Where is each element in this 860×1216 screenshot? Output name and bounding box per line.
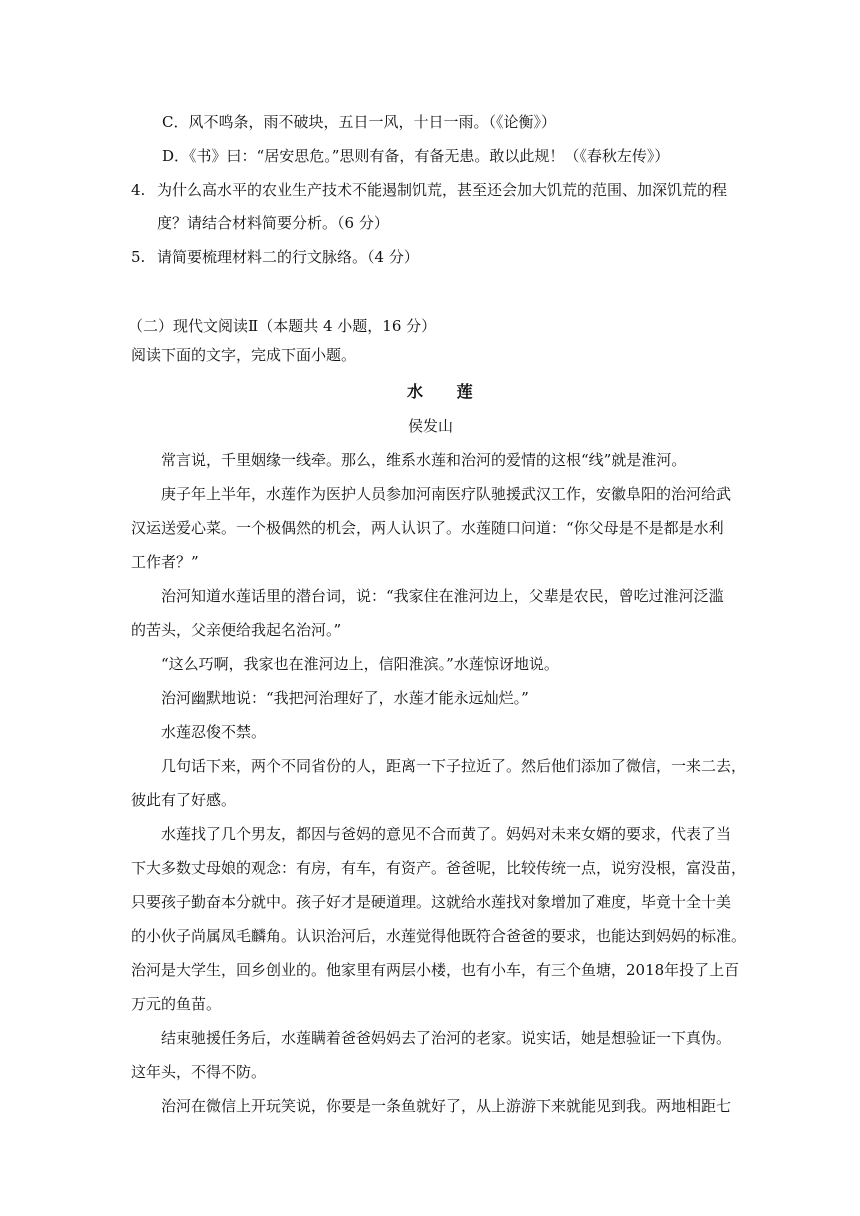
option-d: D．《书》曰：“居安思危。”思则有备，有备无患。敢以此规！（《春秋左传》） [162,147,670,165]
article-line: 几句话下来，两个不同省份的人，距离一下子拉近了。然后他们添加了微信，一来二去， [161,757,747,775]
section-heading: （二）现代文阅读Ⅱ（本题共 4 小题，16 分） [128,317,437,335]
article-line: 治河知道水莲话里的潜台词，说：“我家住在淮河边上，父辈是农民，曾吃过淮河泛滥 [161,587,724,605]
article-line: 治河幽默地说：“我把河治理好了，水莲才能永远灿烂。” [161,689,529,707]
article-line: 的小伙子尚属凤毛麟角。认识治河后，水莲觉得他既符合爸爸的要求，也能达到妈妈的标准。 [131,927,747,945]
article-line: “这么巧啊，我家也在淮河边上，信阳淮滨。”水莲惊讶地说。 [161,655,559,673]
article-line: 这年头，不得不防。 [131,1063,267,1081]
question-number: 5. [131,248,146,266]
article-line: 庚子年上半年，水莲作为医护人员参加河南医疗队驰援武汉工作，安徽阜阳的治河给武 [161,485,732,503]
question-text: 请简要梳理材料二的行文脉络。（4 分） [157,248,419,266]
question-number: 4. [131,181,146,199]
article-line: 治河是大学生，回乡创业的。他家里有两层小楼，也有小车，有三个鱼塘，2018年投了上百 [131,961,740,979]
article-line: 下大多数丈母娘的观念：有房，有车，有资产。爸爸呢，比较传统一点，说穷没根，富没苗， [131,859,747,877]
question-4-continuation: 度？请结合材料简要分析。（6 分） [157,214,389,232]
article-line: 汉运送爱心菜。一个极偶然的机会，两人认识了。水莲随口问道：“你父母是不是都是水利 [131,519,724,537]
article-line: 工作者？” [131,553,199,571]
option-c: C．风不鸣条，雨不破块，五日一风，十日一雨。（《论衡》） [162,113,556,131]
article-line: 彼此有了好感。 [131,791,237,809]
article-line: 只要孩子勤奋本分就中。孩子好才是硬道理。这就给水莲找对象增加了难度，毕竟十全十美 [131,893,732,911]
article-line: 常言说，千里姻缘一线牵。那么，维系水莲和治河的爱情的这根“线”就是淮河。 [161,451,687,469]
article-author: 侯发山 [408,417,454,435]
article-line: 结束驰援任务后，水莲瞒着爸爸妈妈去了治河的老家。说实话，她是想验证一下真伪。 [161,1029,732,1047]
question-4 [131,180,727,200]
article-line: 水莲忍俊不禁。 [161,723,267,741]
article-line: 的苦头，父亲便给我起名治河。” [131,621,342,639]
question-text: 为什么高水平的农业生产技术不能遏制饥荒，甚至还会加大饥荒的范围、加深饥荒的程 [157,181,728,199]
article-title: 水 莲 [407,382,487,401]
section-instruction: 阅读下面的文字，完成下面小题。 [131,346,357,364]
article-line: 万元的鱼苗。 [131,995,222,1013]
article-line: 治河在微信上开玩笑说，你要是一条鱼就好了，从上游游下来就能见到我。两地相距七 [161,1097,732,1115]
question-5 [131,247,419,267]
article-line: 水莲找了几个男友，都因与爸妈的意见不合而黄了。妈妈对未来女婿的要求，代表了当 [161,825,732,843]
